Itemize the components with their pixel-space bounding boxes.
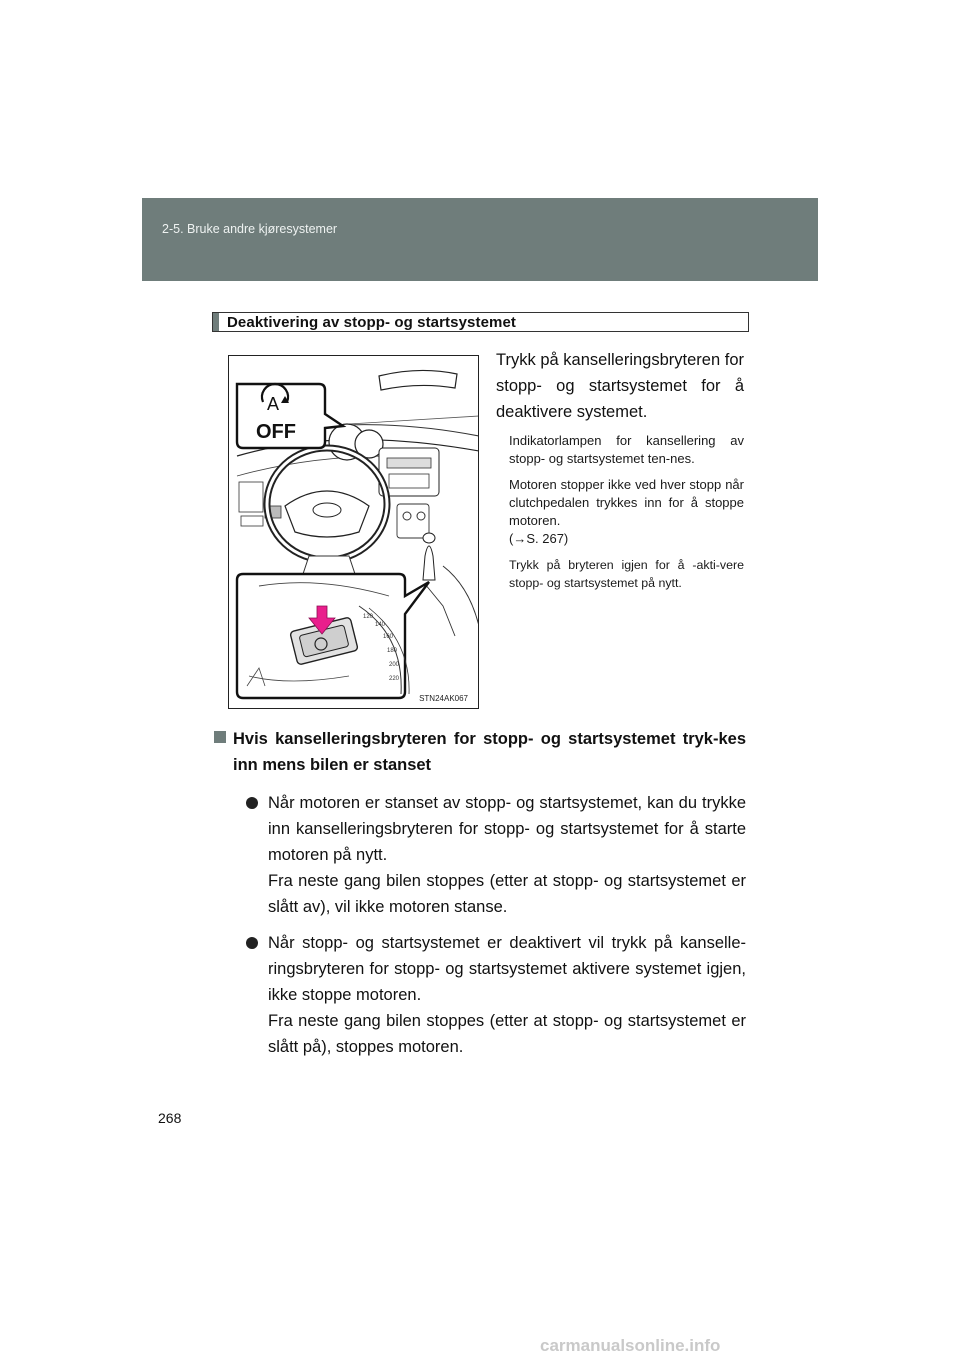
page-ref-prefix: ( (509, 531, 514, 546)
bullet-text: Når motoren er stanset av stopp- og startsystemet, kan du trykke inn kanselleringsbryteren for stopp- og startsystemet for å starte motoren på nytt. (268, 794, 746, 864)
chapter-header-band (142, 198, 818, 281)
bullet-dot-icon (246, 797, 258, 809)
note-engine-stop: Motoren stopper ikke ved hver stopp når clutchpedalen trykkes inn for å stoppe motoren. (→S. 267) (509, 477, 744, 546)
section-heading-bar (212, 312, 749, 332)
page-number: 268 (158, 1110, 182, 1126)
speedo-number: 140 (375, 622, 386, 628)
subheading-text: Hvis kanselleringsbryteren for stopp- og startsystemet tryk-kes inn mens bilen er stanset (233, 730, 746, 774)
subheading (214, 726, 746, 778)
footer-watermark: carmanualsonline.info (540, 1336, 721, 1355)
page-ref: S. 267) (526, 531, 569, 546)
note-indicator: Indikatorlampen for kansellering av stopp- og startsystemet ten-nes. (509, 433, 744, 466)
figure-code: STN24AK067 (419, 694, 468, 703)
note-reactivate: Trykk på bryteren igjen for å -akti-vere stopp- og startsystemet på nytt. (509, 558, 744, 590)
svg-text:A: A (267, 394, 280, 414)
bullet-text: Fra neste gang bilen stoppes (etter at stopp- og startsystemet er slått av), vil ikke motoren stanse. (268, 872, 746, 916)
instruction-main: Trykk på kanselleringsbryteren for stopp- og startsystemet for å deaktivere systemet. (496, 351, 744, 421)
bullet-item (246, 930, 746, 1060)
subheading-square-icon (214, 731, 226, 743)
bullet-item (246, 790, 746, 920)
dashboard-drawing (229, 356, 479, 709)
page-ref-arrow-icon: → (513, 531, 527, 546)
speedo-number: 220 (389, 676, 400, 682)
bullet-text: Fra neste gang bilen stoppes (etter at stopp- og startsystemet er slått på), stoppes motoren. (268, 1012, 746, 1056)
bullet-dot-icon (246, 937, 258, 949)
bullet-text: Når stopp- og startsystemet er deaktivert vil trykk på kanselle-ringsbryteren for stopp- og startsystemet aktivere systemet igjen, ikke stoppe motoren. (268, 934, 746, 1004)
off-label: OFF (256, 421, 296, 443)
instruction-column (496, 347, 744, 600)
dashboard-illustration (228, 355, 479, 709)
heading-accent (213, 313, 219, 331)
bullet-list (246, 790, 746, 1070)
speedo-number: 160 (383, 634, 394, 640)
section-heading-title: Deaktivering av stopp- og startsystemet (227, 314, 516, 331)
speedo-number: 120 (363, 614, 374, 620)
chapter-section-title: 2-5. Bruke andre kjøresystemer (162, 222, 338, 236)
speedo-number: 180 (387, 648, 398, 654)
speedo-number: 200 (389, 662, 400, 668)
